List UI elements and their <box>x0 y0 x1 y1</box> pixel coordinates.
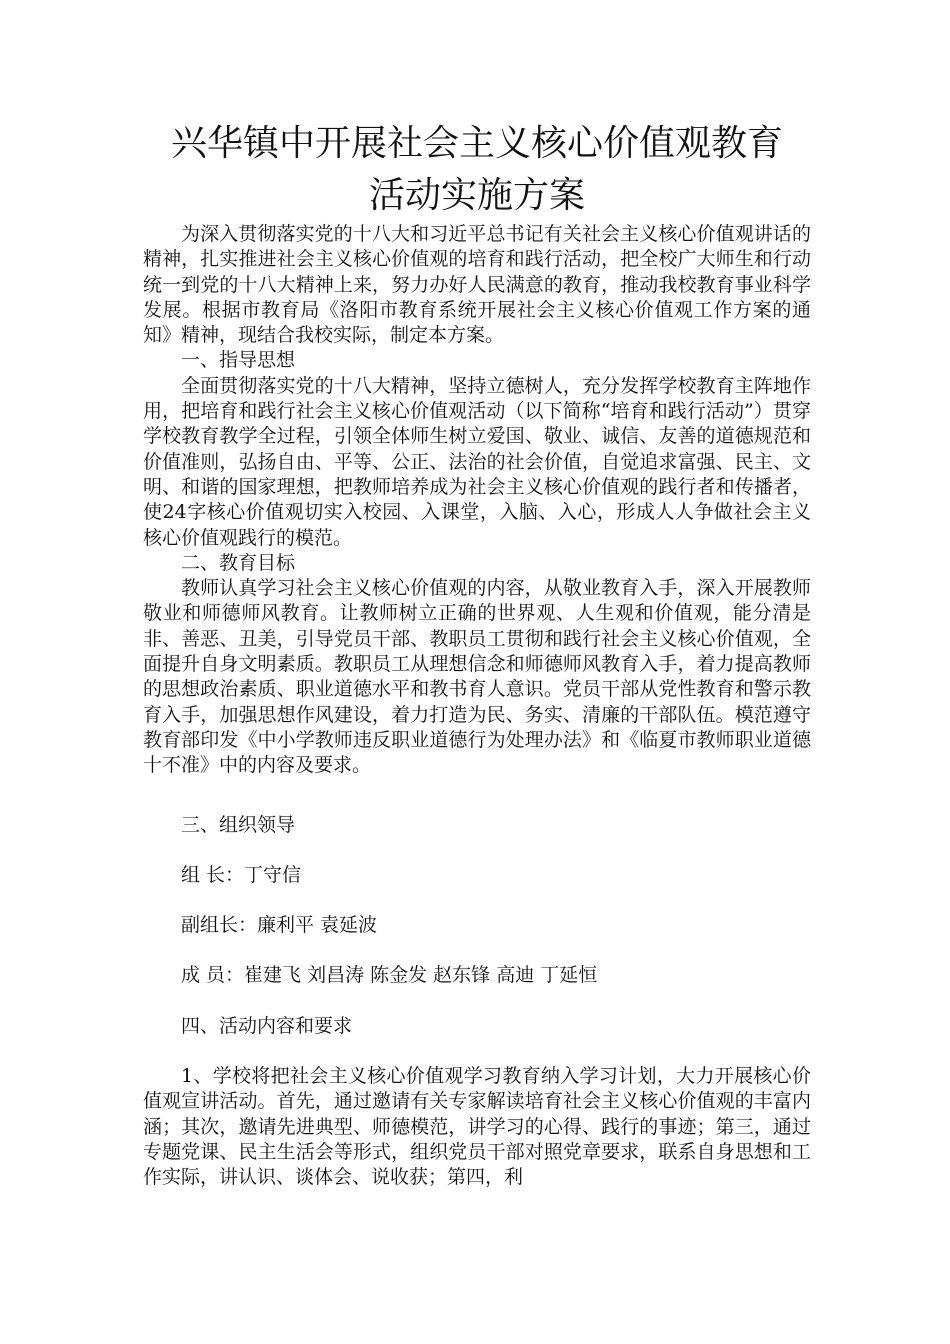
document-body <box>143 222 811 1191</box>
section-2-paragraph: 教师认真学习社会主义核心价值观的内容，从敬业教育入手，深入开展教师敬业和师德师风教育。让教师树立正确的世界观、人生观和价值观，能分清是非、善恶、丑美，引导党员干部、教职员工贯彻和践行社会主义核心价值观，全面提升自身文明素质。教职员工从理想信念和师德师风教育入手，着力提高教师的思想政治素质、职业道德水平和教书育人意识。党员干部从党性教育和警示教育入手，加强思想作风建设，着力打造为民、务实、清廉的干部队伍。模范遵守教育部印发《中小学教师违反职业道德行为处理办法》和《临夏市教师职业道德十不准》中的内容及要求。 <box>143 577 811 777</box>
section-3-heading: 三、组织领导 <box>181 813 296 836</box>
section-1-paragraph: 全面贯彻落实党的十八大精神，坚持立德树人，充分发挥学校教育主阵地作用，把培育和践行社会主义核心价值观活动（以下简称“培育和践行活动”）贯穿学校教育教学全过程，引领全体师生树立爱国、敬业、诚信、友善的道德规范和价值准则，弘扬自由、平等、公正、法治的社会价值，自觉追求富强、民主、文明、和谐的国家理想，把教师培养成为社会主义核心价值观的践行者和传播者，使24字核心价值观切实入校园、入课堂，入脑、入心，形成人人争做社会主义核心价值观践行的模范。 <box>143 374 811 549</box>
section-4-item-1: 1、学校将把社会主义核心价值观学习教育纳入学习计划，大力开展核心价值观宣讲活动。首先，通过邀请有关专家解读培育社会主义核心价值观的丰富内涵；其次，邀请先进典型、师德模范，讲学习的心得、践行的事迹；第三，通过专题党课、民主生活会等形式，组织党员干部对照党章要求，联系自身思想和工作实际，讲认识、谈体会、说收获；第四，利 <box>143 1065 811 1189</box>
document-title-line-1: 兴华镇中开展社会主义核心价值观教育 <box>170 123 783 164</box>
section-1-heading: 一、指导思想 <box>181 349 296 372</box>
members-line: 成 员：崔建飞 刘昌涛 陈金发 赵东锋 高迪 丁延恒 <box>181 964 598 987</box>
document-title-line-2: 活动实施方案 <box>368 175 585 216</box>
section-2-heading: 二、教育目标 <box>181 551 296 574</box>
leader-line: 组 长：丁守信 <box>181 863 302 886</box>
section-4-heading: 四、活动内容和要求 <box>181 1014 353 1037</box>
document-page <box>143 118 811 1191</box>
intro-paragraph: 为深入贯彻落实党的十八大和习近平总书记有关社会主义核心价值观讲话的精神，扎实推进社会主义核心价值观的培育和践行活动，把全校广大师生和行动统一到党的十八大精神上来，努力办好人民满意的教育，推动我校教育事业科学发展。根据市教育局《洛阳市教育系统开展社会主义核心价值观工作方案的通知》精神，现结合我校实际，制定本方案。 <box>143 223 811 347</box>
document-title <box>143 118 811 222</box>
vice-leader-line: 副组长：廉利平 袁延波 <box>181 914 378 937</box>
